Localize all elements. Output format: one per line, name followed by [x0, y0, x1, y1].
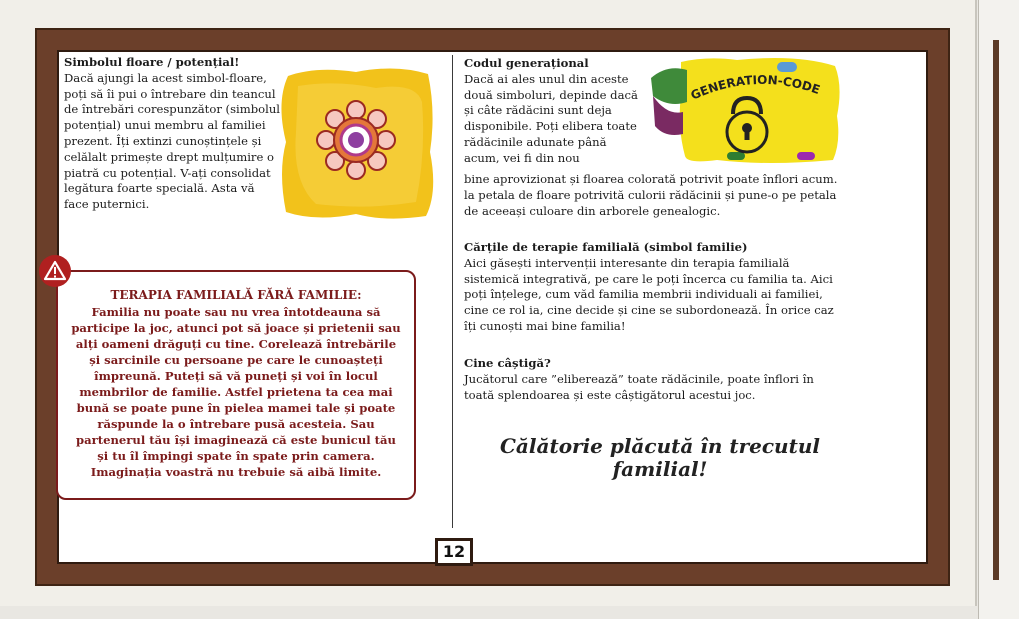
- farewell-message: [470, 435, 850, 481]
- column-divider: [452, 55, 453, 528]
- warning-body: Familia nu poate sau nu vrea întotdeauna să participe la joc, atunci pot să joace și prietenii sau alți oameni drăguți cu tine. Corelează întrebările și sarcinile cu persoane pe care le cunoașteți împreună. Puteți să vă puneți și voi în locul membrilor de familie. Astfel prietena ta cea mai bună se poate pune în pielea mamei tale și poate răspunde la o întrebare pusă acesteia. Sau partenerul tău își imaginează că este bunicul tău și tu îl împingi spate în spate prin camera. Imaginația voastră nu trebuie să aibă limite.: [71, 305, 401, 479]
- flower-symbol-icon: [276, 62, 438, 224]
- warning-title: TERAPIA FAMILIALĂ FĂRĂ FAMILIE:: [110, 288, 362, 302]
- therapy-heading: Cărțile de terapie familială (simbol familie): [464, 240, 748, 254]
- generation-body-wide: bine aprovizionat și floarea colorată potrivit poate înflori acum. la petala de floare potrivită culorii rădăcinii și pune-o pe petala de aceeași culoare din arborele genealogic.: [464, 172, 838, 218]
- therapy-body: Aici găsești intervenții interesante din terapia familială sistemică integrativă, pe care le poți încerca cu familia ta. Aici poți înțelege, cum văd familia membrii individuali ai familiei, cine ce rol ia, cine decide și cine se subordonează. În orice caz îți cunoști mai bine familia!: [464, 255, 834, 333]
- farewell-line-2: familial!: [612, 457, 708, 481]
- page-number: 12: [435, 538, 473, 566]
- generation-heading: Codul generațional: [464, 56, 589, 70]
- winner-heading: Cine câștigă?: [464, 356, 551, 370]
- generation-section: [464, 56, 640, 167]
- generation-code-label: GENERATION-CODE: [688, 72, 822, 103]
- flower-heading: Simbolul floare / potențial!: [64, 55, 240, 69]
- generation-code-art: [647, 56, 843, 166]
- winner-body: Jucătorul care ”eliberează” toate rădăcinile, poate înflori în toată splendoarea și este câștigătorul acestui joc.: [464, 371, 814, 402]
- flower-body: Dacă ajungi la acest simbol-floare, poți să îi pui o întrebare din teancul de întrebări corespunzător (simbolul potențial) unui membru al familiei prezent. Îți extinzi cunoștințele și celălalt primește drept mulțumire o piatră cu potențial. V-ați consolidat legătura foarte specială. Asta vă face puternici.: [64, 70, 281, 212]
- next-page-edge: [978, 0, 1019, 619]
- warning-triangle-icon: [38, 254, 72, 288]
- winner-section: [464, 356, 844, 403]
- therapy-section: [464, 240, 844, 335]
- generation-body-narrow: Dacă ai ales unul din aceste două simboluri, depinde dacă și câte rădăcini sunt deja disponibile. Poți elibera toate rădăcinile adunate până acum, vei fi din nou: [464, 71, 638, 165]
- farewell-line-1: Călătorie plăcută în trecutul: [500, 434, 820, 458]
- flower-section: [64, 55, 282, 213]
